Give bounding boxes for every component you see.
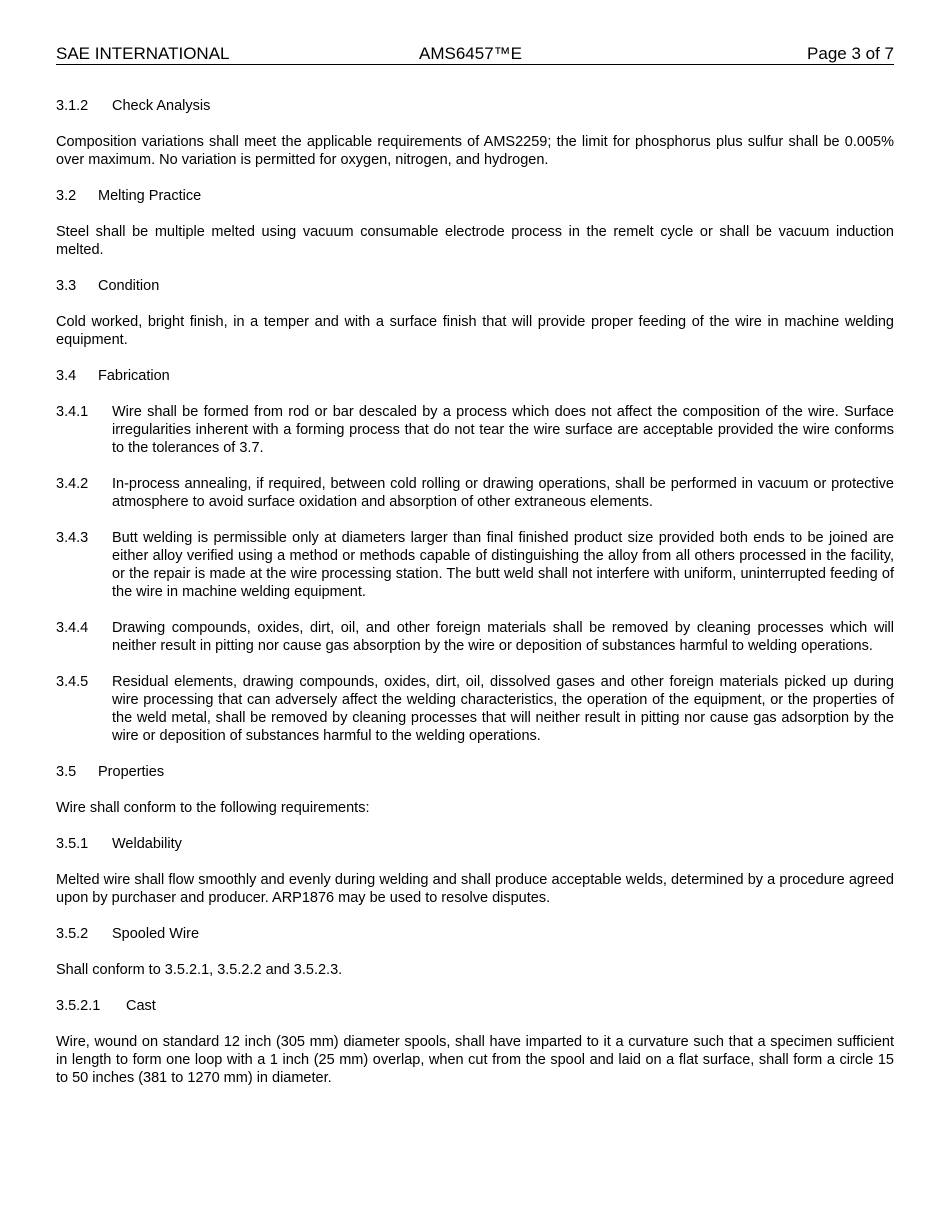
section-body-3-1-2: Composition variations shall meet the applicable requirements of AMS2259; the limit for phosphorus plus sulfur shall be 0.005% over maximum. No variation is permitted for oxygen, nitrogen, and hydrogen. xyxy=(56,134,894,168)
section-item-3-4-4 xyxy=(56,619,894,655)
section-title: Properties xyxy=(98,764,165,780)
section-heading-3-5-1 xyxy=(56,835,894,853)
section-number: 3.1.2 xyxy=(56,98,89,114)
section-body-3-5-2: Shall conform to 3.5.2.1, 3.5.2.2 and 3.5.2.3. xyxy=(56,962,343,978)
document-body xyxy=(56,97,894,1105)
section-number: 3.4.2 xyxy=(56,476,89,492)
header-org: SAE INTERNATIONAL xyxy=(56,44,230,63)
section-title: Fabrication xyxy=(98,368,170,384)
section-title: Check Analysis xyxy=(112,98,211,114)
section-number: 3.5.1 xyxy=(56,836,89,852)
section-body: In-process annealing, if required, between cold rolling or drawing operations, shall be performed in vacuum or protective atmosphere to avoid surface oxidation and absorption of other extraneous elements. xyxy=(112,476,894,510)
section-number: 3.2 xyxy=(56,188,77,204)
section-item-3-4-2 xyxy=(56,475,894,511)
section-item-3-4-3 xyxy=(56,529,894,601)
section-title: Spooled Wire xyxy=(112,926,200,942)
section-body: Butt welding is permissible only at diameters larger than final finished product size provided both ends to be joined are either alloy verified using a method or methods capable of distinguishing the alloy from all others processed in the facility, or the repair is made at the wire processing station. The butt weld shall not interfere with uniform, uninterrupted feeding of the wire in machine welding equipment. xyxy=(112,530,894,600)
header-doc-id: AMS6457™E xyxy=(419,44,522,63)
section-heading-3-5-2-1 xyxy=(56,997,894,1015)
page-header xyxy=(56,44,894,65)
section-item-3-4-1 xyxy=(56,403,894,457)
section-title: Cast xyxy=(126,998,156,1014)
section-title: Weldability xyxy=(112,836,182,852)
section-number: 3.4.3 xyxy=(56,530,89,546)
section-item-3-4-5 xyxy=(56,673,894,745)
section-heading-3-5-2 xyxy=(56,925,894,943)
section-heading-3-1-2 xyxy=(56,97,894,115)
section-body-3-5: Wire shall conform to the following requirements: xyxy=(56,800,370,816)
section-body: Drawing compounds, oxides, dirt, oil, and other foreign materials shall be removed by cleaning processes which will neither result in pitting nor cause gas absorption by the wire or deposition of substances harmful to welding operations. xyxy=(112,620,894,654)
section-body: Residual elements, drawing compounds, oxides, dirt, oil, dissolved gases and other foreign materials picked up during wire processing that can adversely affect the welding characteristics, the operation of the equipment, or the properties of the weld metal, shall be removed by cleaning processes that will neither result in pitting nor cause gas adsorption by the wire or deposition of substances harmful to the welding operations. xyxy=(112,674,894,744)
section-heading-3-4 xyxy=(56,367,894,385)
section-number: 3.4.1 xyxy=(56,404,89,420)
section-body: Wire shall be formed from rod or bar descaled by a process which does not affect the composition of the wire. Surface irregularities inherent with a forming process that do not tear the wire surface are acceptable provided the wire conforms to the tolerances of 3.7. xyxy=(112,404,894,456)
section-title: Melting Practice xyxy=(98,188,202,204)
header-page-number: Page 3 of 7 xyxy=(807,44,894,63)
section-number: 3.3 xyxy=(56,278,77,294)
section-body-3-5-1: Melted wire shall flow smoothly and evenly during welding and shall produce acceptable welds, determined by a procedure agreed upon by purchaser and producer. ARP1876 may be used to resolve disputes. xyxy=(56,872,894,906)
section-body-3-5-2-1: Wire, wound on standard 12 inch (305 mm) diameter spools, shall have imparted to it a curvature such that a specimen sufficient in length to form one loop with a 1 inch (25 mm) overlap, when cut from the spool and laid on a flat surface, shall form a circle 15 to 50 inches (381 to 1270 mm) in diameter. xyxy=(56,1034,894,1086)
section-number: 3.5 xyxy=(56,764,77,780)
section-heading-3-3 xyxy=(56,277,894,295)
section-number: 3.4.5 xyxy=(56,674,89,690)
section-body-3-2: Steel shall be multiple melted using vacuum consumable electrode process in the remelt cycle or shall be vacuum induction melted. xyxy=(56,224,894,258)
section-heading-3-2 xyxy=(56,187,894,205)
section-number: 3.5.2.1 xyxy=(56,998,101,1014)
section-number: 3.4.4 xyxy=(56,620,89,636)
section-title: Condition xyxy=(98,278,160,294)
section-number: 3.4 xyxy=(56,368,77,384)
section-body-3-3: Cold worked, bright finish, in a temper and with a surface finish that will provide proper feeding of the wire in machine welding equipment. xyxy=(56,314,894,348)
section-heading-3-5 xyxy=(56,763,894,781)
section-number: 3.5.2 xyxy=(56,926,89,942)
